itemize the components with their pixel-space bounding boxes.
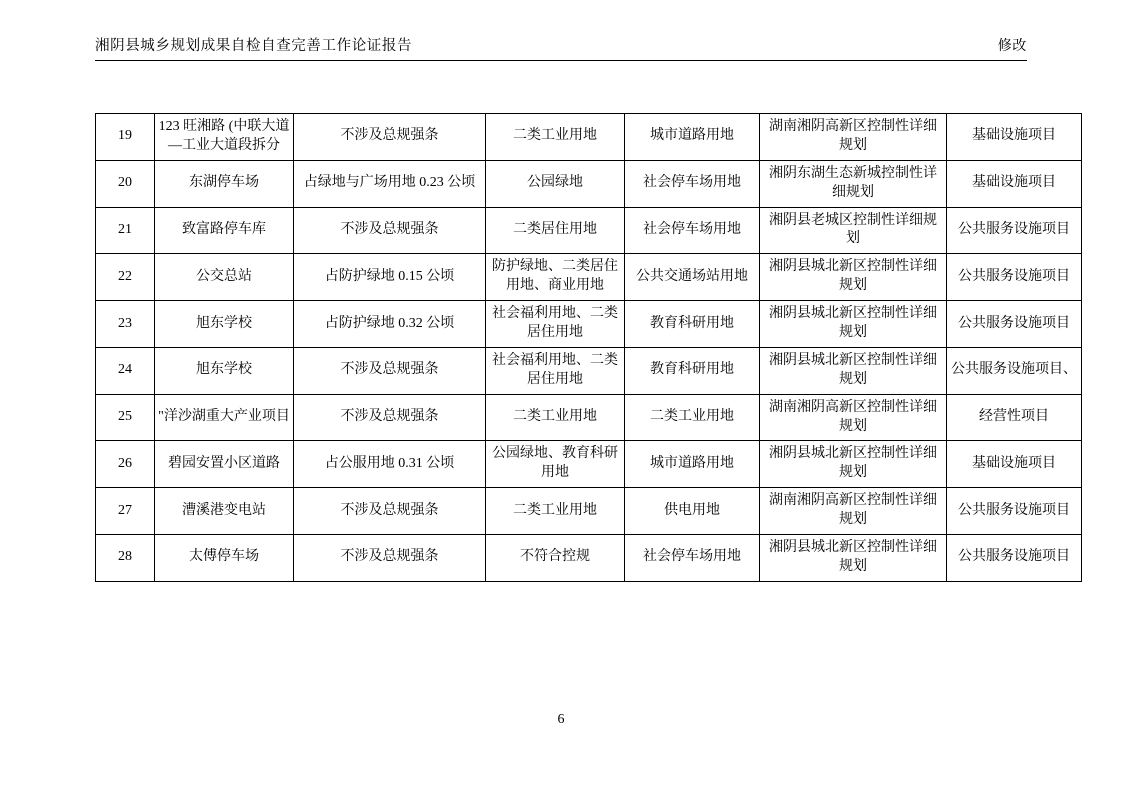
cell-land-use-current: 社会停车场用地 [625, 535, 760, 582]
cell-land-use-planned: 二类居住用地 [486, 207, 625, 254]
cell-land-use-planned: 二类工业用地 [486, 488, 625, 535]
cell-name: 漕溪港变电站 [155, 488, 294, 535]
cell-conflict: 不涉及总规强条 [294, 488, 486, 535]
cell-no: 26 [96, 441, 155, 488]
cell-name: 公交总站 [155, 254, 294, 301]
cell-land-use-planned: 防护绿地、二类居住用地、商业用地 [486, 254, 625, 301]
table-row [96, 254, 1082, 301]
cell-land-use-current: 城市道路用地 [625, 441, 760, 488]
cell-land-use-current: 教育科研用地 [625, 301, 760, 348]
cell-name: 致富路停车库 [155, 207, 294, 254]
cell-conflict: 不涉及总规强条 [294, 535, 486, 582]
cell-category: 公共服务设施项目 [947, 301, 1082, 348]
cell-no: 21 [96, 207, 155, 254]
cell-land-use-planned: 二类工业用地 [486, 394, 625, 441]
page-header [95, 34, 1027, 61]
cell-conflict: 不涉及总规强条 [294, 347, 486, 394]
header-note: 修改 [997, 39, 1027, 54]
cell-name: 太傅停车场 [155, 535, 294, 582]
cell-category: 公共服务设施项目 [947, 207, 1082, 254]
cell-conflict: 占公服用地 0.31 公顷 [294, 441, 486, 488]
cell-land-use-current: 社会停车场用地 [625, 160, 760, 207]
cell-conflict: 不涉及总规强条 [294, 207, 486, 254]
cell-no: 23 [96, 301, 155, 348]
cell-category: 公共服务设施项目 [947, 488, 1082, 535]
cell-land-use-planned: 公园绿地 [486, 160, 625, 207]
cell-name: 碧园安置小区道路 [155, 441, 294, 488]
page-number: 6 [557, 712, 565, 727]
cell-land-use-current: 城市道路用地 [625, 114, 760, 161]
table-row [96, 160, 1082, 207]
table-row [96, 535, 1082, 582]
cell-plan-name: 湘阴县城北新区控制性详细规划 [760, 441, 947, 488]
table-row [96, 114, 1082, 161]
cell-land-use-current: 公共交通场站用地 [625, 254, 760, 301]
cell-no: 22 [96, 254, 155, 301]
cell-no: 27 [96, 488, 155, 535]
table-row [96, 207, 1082, 254]
cell-no: 20 [96, 160, 155, 207]
cell-plan-name: 湘阴县城北新区控制性详细规划 [760, 535, 947, 582]
table-row [96, 441, 1082, 488]
cell-name: 123 旺湘路 (中联大道—工业大道段拆分 [155, 114, 294, 161]
cell-no: 25 [96, 394, 155, 441]
table-row [96, 488, 1082, 535]
cell-plan-name: 湘阴县城北新区控制性详细规划 [760, 254, 947, 301]
cell-plan-name: 湘阴县老城区控制性详细规划 [760, 207, 947, 254]
cell-plan-name: 湘阴县城北新区控制性详细规划 [760, 301, 947, 348]
cell-land-use-planned: 不符合控规 [486, 535, 625, 582]
cell-category: 经营性项目 [947, 394, 1082, 441]
cell-conflict: 占防护绿地 0.32 公顷 [294, 301, 486, 348]
cell-land-use-planned: 公园绿地、教育科研用地 [486, 441, 625, 488]
cell-land-use-current: 社会停车场用地 [625, 207, 760, 254]
cell-name: 旭东学校 [155, 347, 294, 394]
project-table [95, 113, 1082, 582]
cell-land-use-current: 教育科研用地 [625, 347, 760, 394]
table-row [96, 347, 1082, 394]
cell-land-use-planned: 社会福利用地、二类居住用地 [486, 347, 625, 394]
cell-category: 公共服务设施项目 [947, 254, 1082, 301]
cell-plan-name: 湖南湘阴高新区控制性详细规划 [760, 488, 947, 535]
cell-land-use-current: 二类工业用地 [625, 394, 760, 441]
cell-category: 公共服务设施项目、 [947, 347, 1082, 394]
cell-no: 24 [96, 347, 155, 394]
cell-no: 28 [96, 535, 155, 582]
cell-conflict: 不涉及总规强条 [294, 394, 486, 441]
cell-plan-name: 湖南湘阴高新区控制性详细规划 [760, 114, 947, 161]
cell-conflict: 占绿地与广场用地 0.23 公顷 [294, 160, 486, 207]
cell-category: 基础设施项目 [947, 441, 1082, 488]
cell-name: "洋沙湖重大产业项目 [155, 394, 294, 441]
cell-category: 基础设施项目 [947, 160, 1082, 207]
cell-land-use-planned: 二类工业用地 [486, 114, 625, 161]
cell-no: 19 [96, 114, 155, 161]
cell-category: 公共服务设施项目 [947, 535, 1082, 582]
cell-plan-name: 湘阴东湖生态新城控制性详细规划 [760, 160, 947, 207]
table-row [96, 301, 1082, 348]
cell-name: 东湖停车场 [155, 160, 294, 207]
cell-plan-name: 湘阴县城北新区控制性详细规划 [760, 347, 947, 394]
header-title: 湘阴县城乡规划成果自检自查完善工作论证报告 [95, 38, 413, 54]
cell-plan-name: 湖南湘阴高新区控制性详细规划 [760, 394, 947, 441]
table-row [96, 394, 1082, 441]
cell-land-use-planned: 社会福利用地、二类居住用地 [486, 301, 625, 348]
cell-category: 基础设施项目 [947, 114, 1082, 161]
cell-land-use-current: 供电用地 [625, 488, 760, 535]
cell-conflict: 不涉及总规强条 [294, 114, 486, 161]
cell-conflict: 占防护绿地 0.15 公顷 [294, 254, 486, 301]
cell-name: 旭东学校 [155, 301, 294, 348]
